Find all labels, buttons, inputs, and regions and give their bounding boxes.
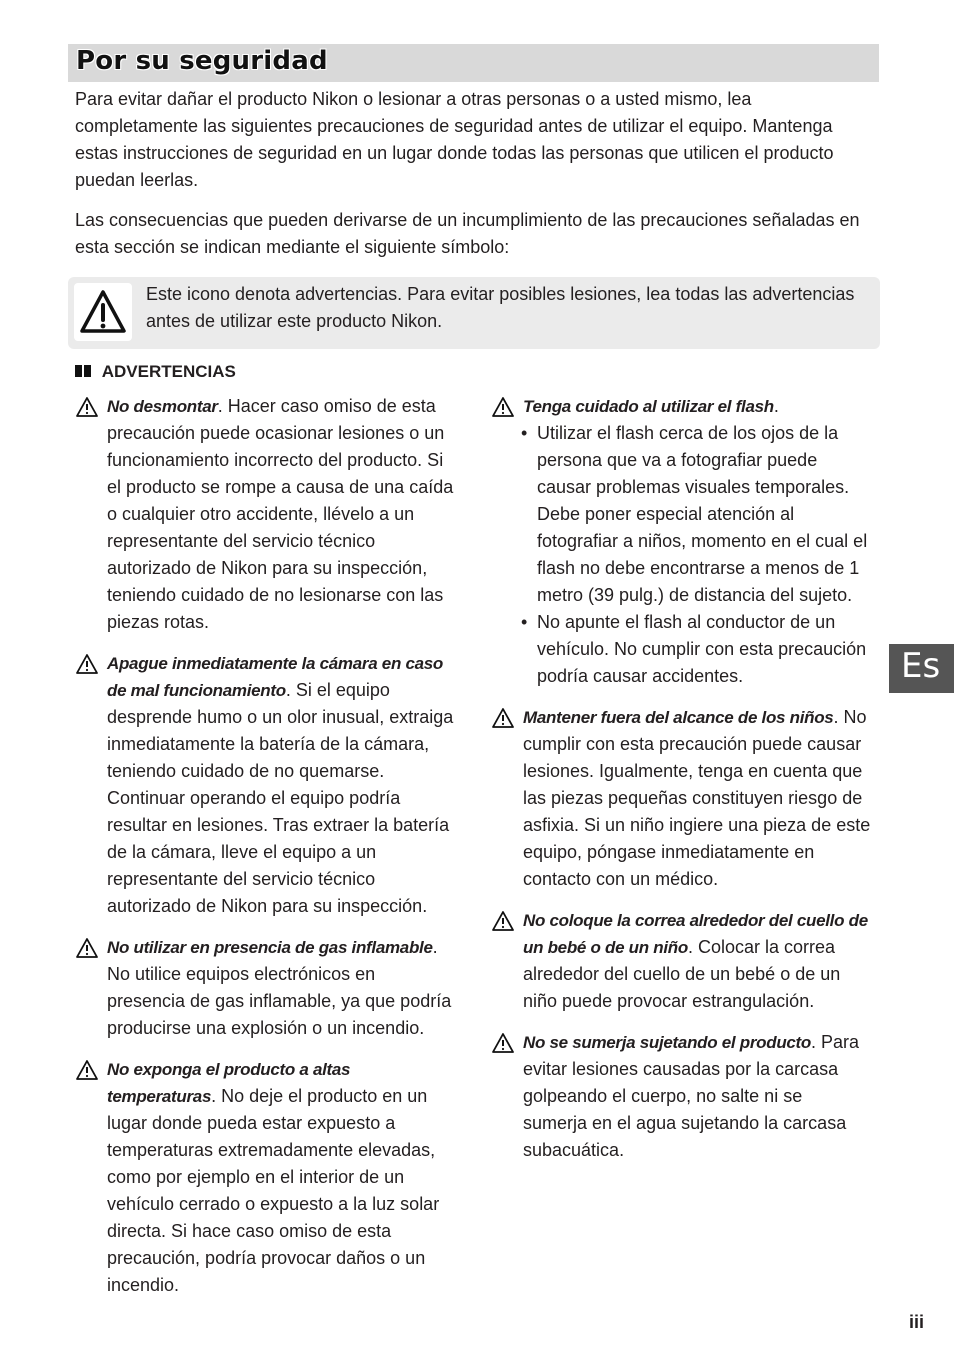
heading-marker-icon xyxy=(84,365,91,377)
warning-note-box xyxy=(68,277,880,349)
warning-body: . Hacer caso omiso de esta precaución puede ocasionar lesiones o un funcionamiento incorrecto del producto. Si el producto se rompe a causa de una caída o cualquier otro accidente, llévelo a un representante del servicio técnico autorizado de Nikon para su inspección, teniendo cuidado de no lesionarse con las piezas rotas. xyxy=(107,396,454,632)
page-title: Por su seguridad xyxy=(76,46,328,76)
bullet-text: No apunte el flash al conductor de un vehículo. No cumplir con esta precaución podría causar accidentes. xyxy=(537,612,867,686)
warning-note-text: Este icono denota advertencias. Para evitar posibles lesiones, lea todas las advertencias antes de utilizar este producto Nikon. xyxy=(146,284,855,331)
warning-item xyxy=(75,393,455,636)
warning-icon xyxy=(75,396,99,426)
warning-title: Apague inmediatamente la cámara en caso de mal funcionamiento xyxy=(107,654,443,700)
warning-title: Tenga cuidado al utilizar el flash xyxy=(523,397,774,416)
warning-item xyxy=(491,907,871,1015)
page-number: iii xyxy=(909,1312,925,1332)
warning-body: . No deje el producto en un lugar donde pueda estar expuesto a temperaturas extremadamente elevadas, como por ejemplo en el interior de un vehículo cerrado o expuesto a la luz solar directa. Si hace caso omiso de esta precaución, podría provocar daños o un incendio. xyxy=(107,1086,440,1295)
warning-body: . No utilice equipos electrónicos en presencia de gas inflamable, ya que podría producirse una explosión o un incendio. xyxy=(107,937,452,1038)
warning-title: Mantener fuera del alcance de los niños xyxy=(523,708,834,727)
bullet-item: • No apunte el flash al conductor de un vehículo. No cumplir con esta precaución podría causar accidentes. xyxy=(521,612,867,686)
section-heading-label: ADVERTENCIAS xyxy=(101,362,236,381)
warning-title: No se sumerja sujetando el producto xyxy=(523,1033,812,1052)
warning-item xyxy=(491,1029,871,1164)
warning-icon xyxy=(491,910,515,940)
left-column xyxy=(75,393,455,1299)
bullet-text: Utilizar el flash cerca de los ojos de la persona que va a fotografiar puede causar problemas visuales temporales. Debe poner especial atención al fotografiar a niños, momento en el cual el flash no debe encontrarse a menos de 1 metro (39 pulg.) de distancia del sujeto. xyxy=(537,423,868,605)
warning-title: No desmontar xyxy=(107,397,218,416)
warning-icon xyxy=(491,1032,515,1062)
language-tab xyxy=(889,644,954,693)
warning-title: No exponga el producto a altas temperaturas xyxy=(107,1060,351,1106)
warning-item xyxy=(491,704,871,893)
warning-body: . Si el equipo desprende humo o un olor inusual, extraiga inmediatamente la batería de la cámara, teniendo cuidado de no quemarse. Continuar operando el equipo podría resultar en lesiones. Tras extraer la batería de la cámara, lleve el equipo a un representante del servicio técnico autorizado de Nikon para su inspección. xyxy=(107,680,454,916)
warning-body: . xyxy=(773,396,779,416)
bullet-item: • Utilizar el flash cerca de los ojos de la persona que va a fotografiar puede causar problemas visuales temporales. Debe poner especial atención al fotografiar a niños, momento en el cual el flash no debe encontrarse a menos de 1 metro (39 pulg.) de distancia del sujeto. xyxy=(521,423,868,605)
language-tab-label: Es xyxy=(901,646,941,686)
warning-icon xyxy=(75,1059,99,1089)
warning-title: No utilizar en presencia de gas inflamable xyxy=(107,938,433,957)
warning-body: . No cumplir con esta precaución puede causar lesiones. Igualmente, tenga en cuenta que las piezas pequeñas constituyen riesgo de asfixia. Si un niño ingiere una pieza de este equipo, póngase inmediatamente en contacto con un médico. xyxy=(523,707,871,889)
title-bar xyxy=(68,44,879,82)
warning-item xyxy=(75,1056,455,1299)
warning-icon xyxy=(75,937,99,967)
intro-paragraph-1: Para evitar dañar el producto Nikon o lesionar a otras personas o a usted mismo, lea completamente las siguientes precauciones de seguridad antes de utilizar el equipo. Mantenga estas instrucciones de seguridad en un lugar donde todas las personas que utilicen el producto puedan leerlas. xyxy=(75,89,834,190)
warning-icon xyxy=(74,283,132,341)
warning-item xyxy=(491,393,871,420)
intro-paragraph-2: Las consecuencias que pueden derivarse de un incumplimiento de las precauciones señaladas en esta sección se indican mediante el siguiente símbolo: xyxy=(75,210,860,257)
warning-icon xyxy=(491,707,515,737)
warning-title: No coloque la correa alrededor del cuello de un bebé o de un niño xyxy=(523,911,868,957)
right-column xyxy=(491,393,871,1164)
warning-item xyxy=(75,650,455,920)
section-heading xyxy=(75,362,236,382)
warning-body: . Para evitar lesiones causadas por la carcasa golpeando el cuerpo, no salte ni se sumerja en el agua sujetando la carcasa subacuática. xyxy=(523,1032,860,1160)
warning-icon xyxy=(75,653,99,683)
warning-item xyxy=(75,934,455,1042)
warning-body: . Colocar la correa alrededor del cuello de un bebé o de un niño puede provocar estrangulación. xyxy=(523,937,841,1011)
heading-marker-icon xyxy=(75,365,82,377)
